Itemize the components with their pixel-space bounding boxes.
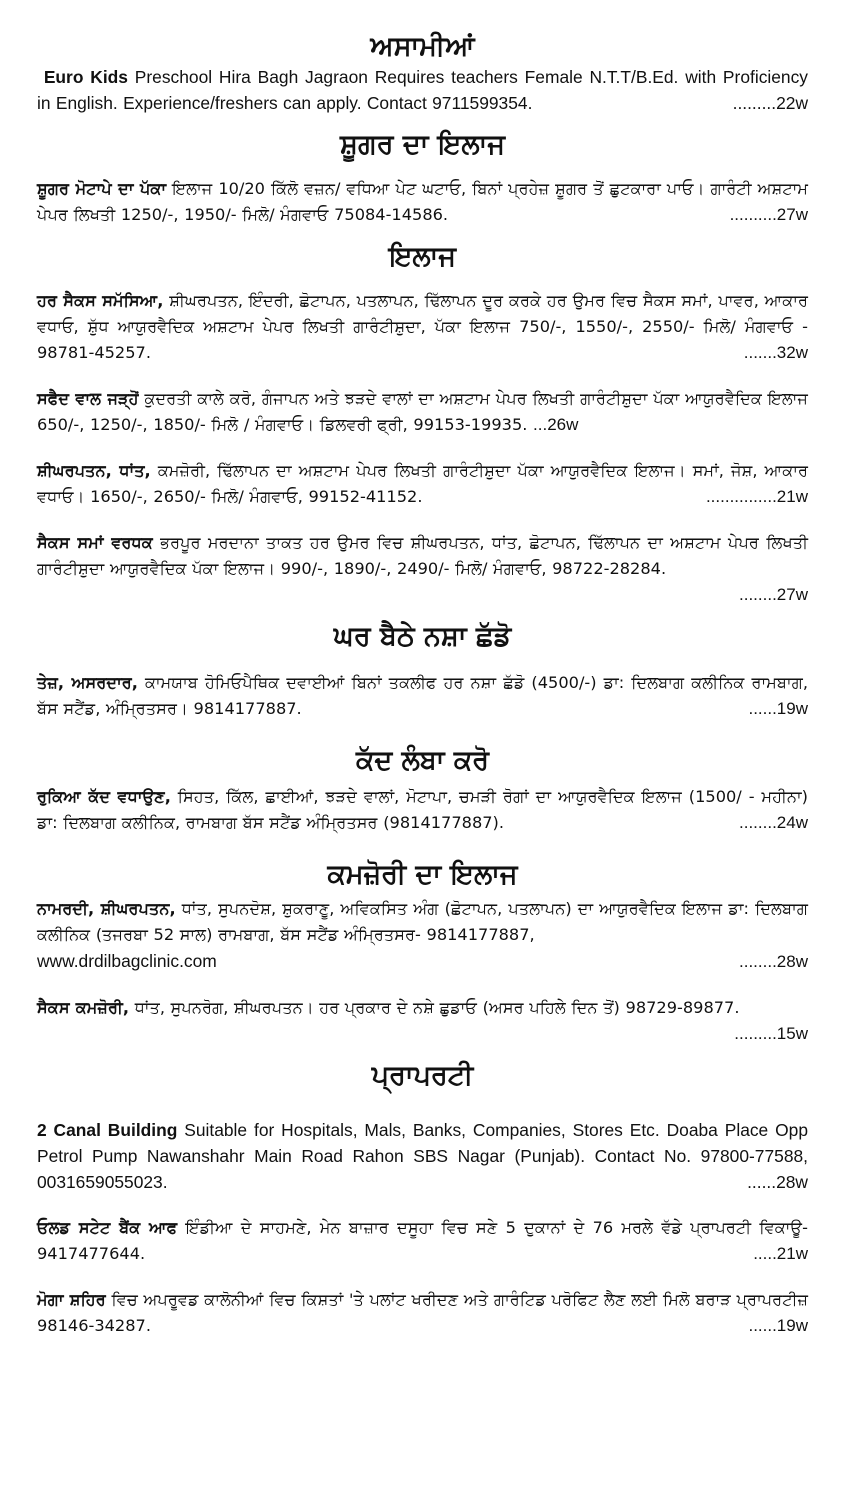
ad-footer-row <box>37 948 808 975</box>
section-title-sugar: ਸ਼ੂਗਰ ਦਾ ਇਲਾਜ <box>340 129 505 160</box>
ad-text: ਭਰਪੂਰ ਮਰਦਾਨਾ ਤਾਕਤ ਹਰ ਉਮਰ ਵਿਚ ਸ਼ੀਘਰਪਤਨ, ਧਾਂਤ, ਛੋਟਾਪਨ, ਢਿੱਲਾਪਨ ਦਾ ਅਸ਼ਟਾਮ ਪੇਪਰ ਲਿਖਤੀ ਗਾਰੰਟੀਸ਼ੁਦਾ ਆਯੁਰਵੈਦਿਕ ਪੱਕਾ ਇਲਾਜ। 990/-, 1890/-, 2490/- ਮਿਲੋ/ ਮੰਗਵਾਓ, 98722-28284. <box>37 533 808 578</box>
ad-bold: ਨਾਮਰਦੀ, ਸ਼ੀਘਰਪਤਨ, <box>37 899 176 918</box>
ad-bold: ਓਲਡ ਸਟੇਟ ਬੈਂਕ ਆਫ <box>37 1218 178 1237</box>
ad-euro-kids <box>37 64 808 116</box>
ad-text: ਸਿਹਤ, ਕਿੱਲ, ਛਾਈਆਂ, ਝੜਦੇ ਵਾਲਾਂ, ਮੋਟਾਪਾ, ਚਮੜੀ ਰੋਗਾਂ ਦਾ ਆਯੁਰਵੈਦਿਕ ਇਲਾਜ (1500/ - ਮਹੀਨਾ) ਡਾ: ਦਿਲਬਾਗ ਕਲੀਨਿਕ, ਰਾਮਬਾਗ ਬੱਸ ਸਟੈਂਡ ਅੰਮ੍ਰਿਤਸਰ (9814177887). <box>37 787 808 832</box>
ad-sex-time <box>37 530 808 582</box>
ad-text: ਇੰਡੀਆ ਦੇ ਸਾਹਮਣੇ, ਮੇਨ ਬਾਜ਼ਾਰ ਦਸੂਹਾ ਵਿਚ ਸਣੇ 5 ਦੁਕਾਨਾਂ ਦੇ 76 ਮਰਲੇ ਵੱਡੇ ਪ੍ਰਾਪਰਟੀ ਵਿਕਾਊ- 9417477644. <box>37 1218 808 1263</box>
ad-bold: ਸੈਕਸ ਸਮਾਂ ਵਰਧਕ <box>37 533 153 552</box>
ad-text: ਵਿਚ ਅਪਰੂਵਡ ਕਾਲੋਨੀਆਂ ਵਿਚ ਕਿਸ਼ਤਾਂ 'ਤੇ ਪਲਾਂਟ ਖਰੀਦਣ ਅਤੇ ਗਾਰੰਟਿਡ ਪਰੋਫਿਟ ਲੈਣ ਲਈ ਮਿਲੋ ਬਰਾੜ ਪ੍ਰਾਪਰਟੀਜ਼ 98146-34287. <box>37 1290 808 1335</box>
ad-height <box>37 784 808 836</box>
section-title-height: ਕੱਦ ਲੰਬਾ ਕਰੋ <box>355 745 490 776</box>
section-title-vacancies: ਅਸਾਮੀਆਂ <box>370 31 475 62</box>
ad-bold: 2 Canal Building <box>37 1120 178 1140</box>
ad-sugar <box>37 176 808 228</box>
ad-code: ......28w <box>747 1172 808 1192</box>
ad-code: ..........27w <box>729 205 808 224</box>
ad-bold: ਸਫੈਦ ਵਾਲ ਜੜ੍ਹੋਂ <box>37 389 139 408</box>
section-title-quit-addiction: ਘਰ ਬੈਠੇ ਨਸ਼ਾ ਛੱਡੋ <box>333 621 512 652</box>
ad-code: .........22w <box>732 93 808 113</box>
ad-text: ਕਮਜ਼ੋਰੀ, ਢਿੱਲਾਪਨ ਦਾ ਅਸ਼ਟਾਮ ਪੇਪਰ ਲਿਖਤੀ ਗਾਰੰਟੀਸ਼ੁਦਾ ਪੱਕਾ ਆਯੁਰਵੈਦਿਕ ਇਲਾਜ। ਸਮਾਂ, ਜੋਸ਼, ਆਕਾਰ ਵਧਾਓ। 1650/-, 2650/- ਮਿਲੋ/ ਮੰਗਵਾਓ, 99152-41152. <box>37 461 808 506</box>
ad-code: ........27w <box>739 585 808 604</box>
ad-impotence <box>37 896 808 975</box>
ad-sex-weakness <box>37 995 808 1021</box>
ad-text: ਧਾਂਤ, ਸੁਪਨਦੋਸ਼, ਸ਼ੁਕਰਾਣੂ, ਅਵਿਕਸਿਤ ਅੰਗ (ਛੋਟਾਪਨ, ਪਤਲਾਪਨ) ਦਾ ਆਯੁਰਵੈਦਿਕ ਇਲਾਜ ਡਾ: ਦਿਲਬਾਗ ਕਲੀਨਿਕ (ਤਜਰਬਾ 52 ਸਾਲ) ਰਾਮਬਾਗ, ਬੱਸ ਸਟੈਂਡ ਅੰਮ੍ਰਿਤਸਰ- 9814177887, <box>37 899 808 944</box>
ad-bold: ਸ਼ੂਗਰ ਮੋਟਾਪੇ ਦਾ ਪੱਕਾ <box>37 179 167 198</box>
ad-bold: ਸੈਕਸ ਕਮਜ਼ੋਰੀ, <box>37 998 130 1017</box>
section-title-weakness: ਕਮਜ਼ੋਰੀ ਦਾ ਇਲਾਜ <box>327 859 518 890</box>
ad-premature <box>37 458 808 510</box>
ad-code: ...............21w <box>705 487 808 506</box>
section-title-treatment: ਇਲਾਜ <box>388 241 457 272</box>
ad-text: ਇਲਾਜ 10/20 ਕਿੱਲੋ ਵਜ਼ਨ/ ਵਧਿਆ ਪੇਟ ਘਟਾਓ, ਬਿਨਾਂ ਪ੍ਰਹੇਜ਼ ਸ਼ੂਗਰ ਤੋਂ ਛੁਟਕਾਰਾ ਪਾਓ। ਗਾਰੰਟੀ ਅਸ਼ਟਾਮ ਪੇਪਰ ਲਿਖਤੀ 1250/-, 1950/- ਮਿਲੋ/ ਮੰਗਵਾਓ 75084-14586. <box>37 179 809 224</box>
ad-code: ......19w <box>748 1316 808 1335</box>
ad-code: .....21w <box>753 1244 808 1263</box>
ad-code: ...26w <box>533 415 579 434</box>
ad-homeopathic <box>37 670 808 722</box>
ad-code: .........15w <box>734 1024 808 1043</box>
ad-text: ਧਾਂਤ, ਸੁਪਨਰੋਗ, ਸ਼ੀਘਰਪਤਨ। ਹਰ ਪ੍ਰਕਾਰ ਦੇ ਨਸ਼ੇ ਛੁਡਾਓ (ਅਸਰ ਪਹਿਲੇ ਦਿਨ ਤੋਂ) 98729-89877. <box>129 998 740 1017</box>
ad-code: ........28w <box>739 952 808 971</box>
ad-code: ........24w <box>739 813 808 832</box>
ad-text: Preschool Hira Bagh Jagraon Requires teachers Female N.T.T/B.Ed. with Proficiency in English. Experience/freshers can apply. Contact 9711599354. <box>37 67 808 113</box>
ad-white-hair <box>37 386 808 438</box>
ad-text: ਕੁਦਰਤੀ ਕਾਲੇ ਕਰੋ, ਗੰਜਾਪਨ ਅਤੇ ਝੜਦੇ ਵਾਲਾਂ ਦਾ ਅਸ਼ਟਾਮ ਪੇਪਰ ਲਿਖਤੀ ਗਾਰੰਟੀਸ਼ੁਦਾ ਪੱਕਾ ਆਯੁਰਵੈਦਿਕ ਇਲਾਜ 650/-, 1250/-, 1850/- ਮਿਲੋ / ਮੰਗਵਾਓ। ਡਿਲਵਰੀ ਫ੍ਰੀ, 99153-19935. <box>37 389 809 434</box>
ad-code: .......32w <box>743 343 808 362</box>
ad-bold: ਰੁਕਿਆ ਕੱਦ ਵਧਾਉਣ, <box>37 787 171 806</box>
ad-code: ......19w <box>748 699 808 718</box>
ad-text: Suitable for Hospitals, Mals, Banks, Companies, Stores Etc. Doaba Place Opp Petrol Pump Nawanshahr Main Road Rahon SBS Nagar (Punjab). Contact No. 97800-77588, 0031659055023. <box>37 1120 808 1192</box>
ad-bold: ਮੋਗਾ ਸ਼ਹਿਰ <box>37 1290 106 1309</box>
section-title-property: ਪ੍ਰਾਪਰਟੀ <box>371 1060 474 1091</box>
ad-text: ਸ਼ੀਘਰਪਤਨ, ਇੰਦਰੀ, ਛੋਟਾਪਨ, ਪਤਲਾਪਨ, ਢਿੱਲਾਪਨ ਦੂਰ ਕਰਕੇ ਹਰ ਉਮਰ ਵਿਚ ਸੈਕਸ ਸਮਾਂ, ਪਾਵਰ, ਆਕਾਰ ਵਧਾਓ, ਸ਼ੁੱਧ ਆਯੁਰਵੈਦਿਕ ਅਸ਼ਟਾਮ ਪੇਪਰ ਲਿਖਤੀ ਗਾਰੰਟੀਸ਼ੁਦਾ, ਪੱਕਾ ਇਲਾਜ 750/-, 1550/-, 2550/- ਮਿਲੋ/ ਮੰਗਵਾਓ - 98781-45257. <box>37 291 808 362</box>
clinic-website: www.drdilbagclinic.com <box>37 951 217 971</box>
ad-text: ਕਾਮਯਾਬ ਹੋਮਿਓਪੈਥਿਕ ਦਵਾਈਆਂ ਬਿਨਾਂ ਤਕਲੀਫ ਹਰ ਨਸ਼ਾ ਛੱਡੋ (4500/-) ਡਾ: ਦਿਲਬਾਗ ਕਲੀਨਿਕ ਰਾਮਬਾਗ, ਬੱਸ ਸਟੈਂਡ, ਅੰਮ੍ਰਿਤਸਰ। 9814177887. <box>37 673 809 718</box>
ad-canal-building <box>37 1117 808 1195</box>
ad-bold: ਸ਼ੀਘਰਪਤਨ, ਧਾਂਤ, <box>37 461 151 480</box>
ad-bold: ਹਰ ਸੈਕਸ ਸਮੱਸਿਆ, <box>37 291 164 310</box>
ad-moga-property <box>37 1287 808 1339</box>
ad-bold: ਤੇਜ਼, ਅਸਰਦਾਰ, <box>37 673 138 692</box>
ad-bold: Euro Kids <box>43 67 128 87</box>
ad-sbi-property <box>37 1215 808 1267</box>
ad-sex-problem <box>37 288 808 366</box>
